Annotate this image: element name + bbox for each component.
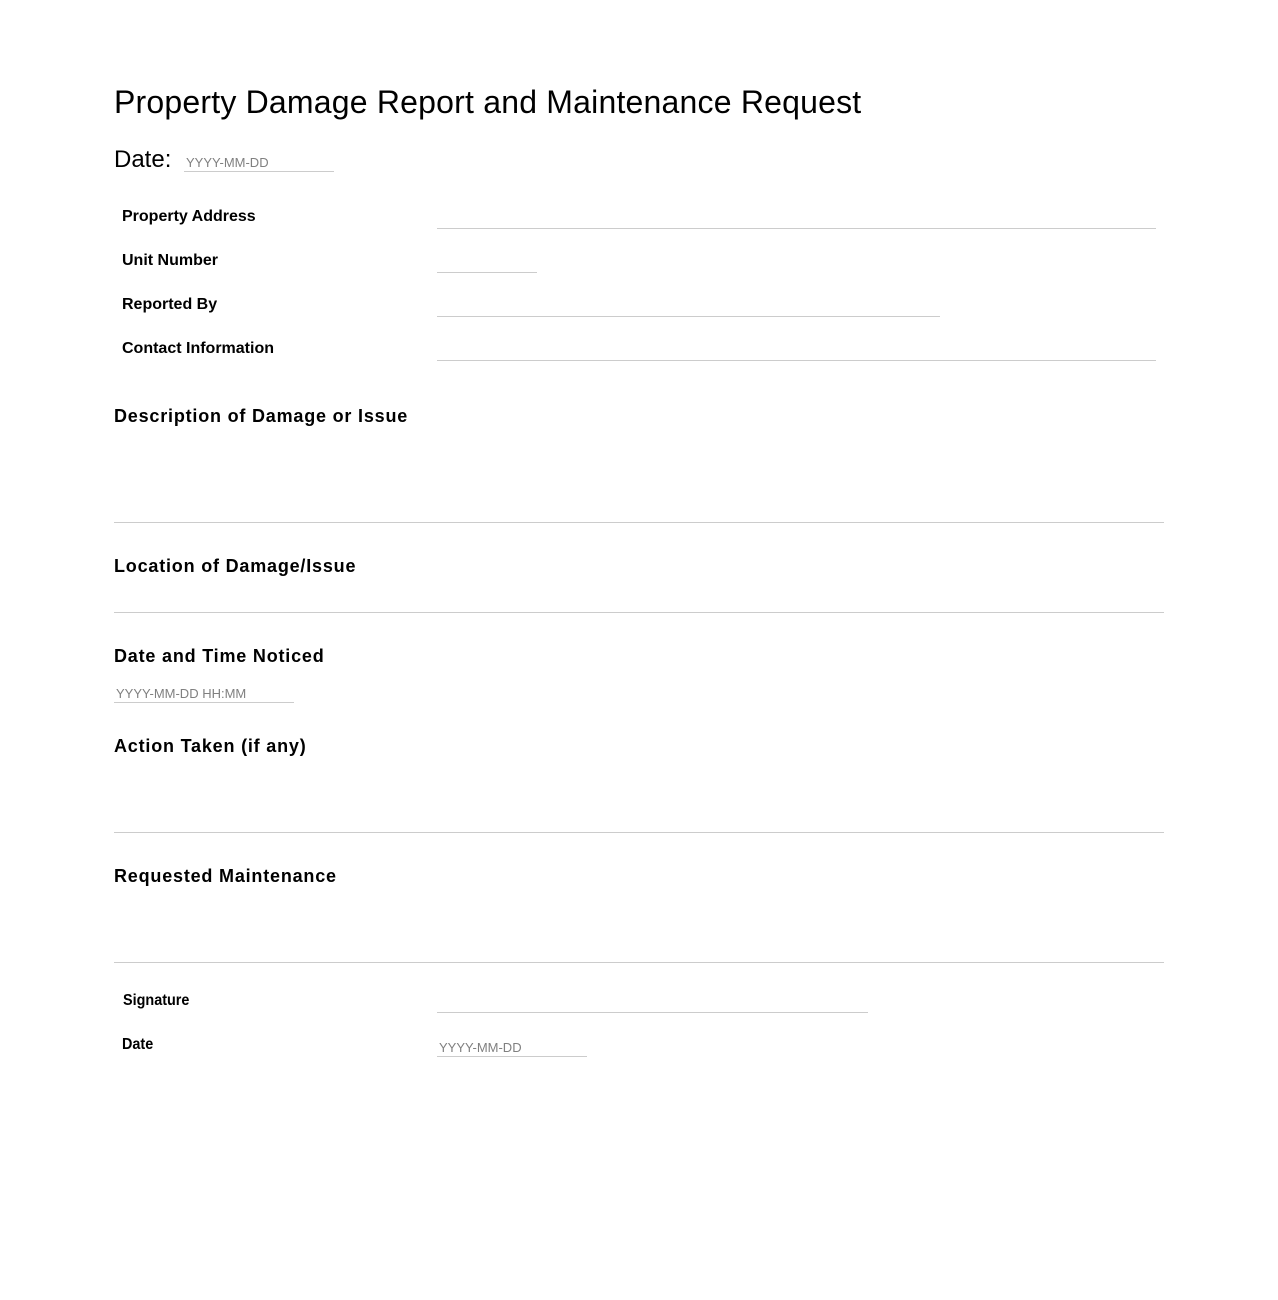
requested-maintenance-textarea[interactable] (114, 898, 1164, 963)
location-textarea[interactable] (114, 588, 1164, 613)
unit-number-label: Unit Number (122, 252, 218, 269)
date-time-noticed-heading: Date and Time Noticed (114, 646, 325, 666)
contact-information-input[interactable] (437, 342, 1156, 361)
signature-input[interactable] (437, 994, 868, 1013)
property-address-label: Property Address (122, 208, 256, 225)
action-taken-heading: Action Taken (if any) (114, 736, 307, 756)
contact-information-label: Contact Information (122, 340, 274, 357)
location-heading: Location of Damage/Issue (114, 556, 357, 576)
date-time-noticed-input[interactable] (114, 684, 294, 703)
description-heading: Description of Damage or Issue (114, 406, 409, 426)
property-address-input[interactable] (437, 210, 1156, 229)
signoff-date-label: Date (122, 1036, 154, 1053)
action-taken-textarea[interactable] (114, 768, 1164, 833)
reported-by-label: Reported By (122, 296, 218, 313)
report-date-input[interactable] (184, 153, 334, 172)
date-label: Date: (114, 146, 172, 173)
signoff-date-input[interactable] (437, 1038, 587, 1057)
reported-by-input[interactable] (437, 298, 940, 317)
unit-number-input[interactable] (437, 254, 537, 273)
signature-label: Signature (123, 992, 190, 1009)
description-textarea[interactable] (114, 438, 1164, 523)
requested-maintenance-heading: Requested Maintenance (114, 866, 337, 886)
page-title: Property Damage Report and Maintenance Request (114, 84, 862, 120)
